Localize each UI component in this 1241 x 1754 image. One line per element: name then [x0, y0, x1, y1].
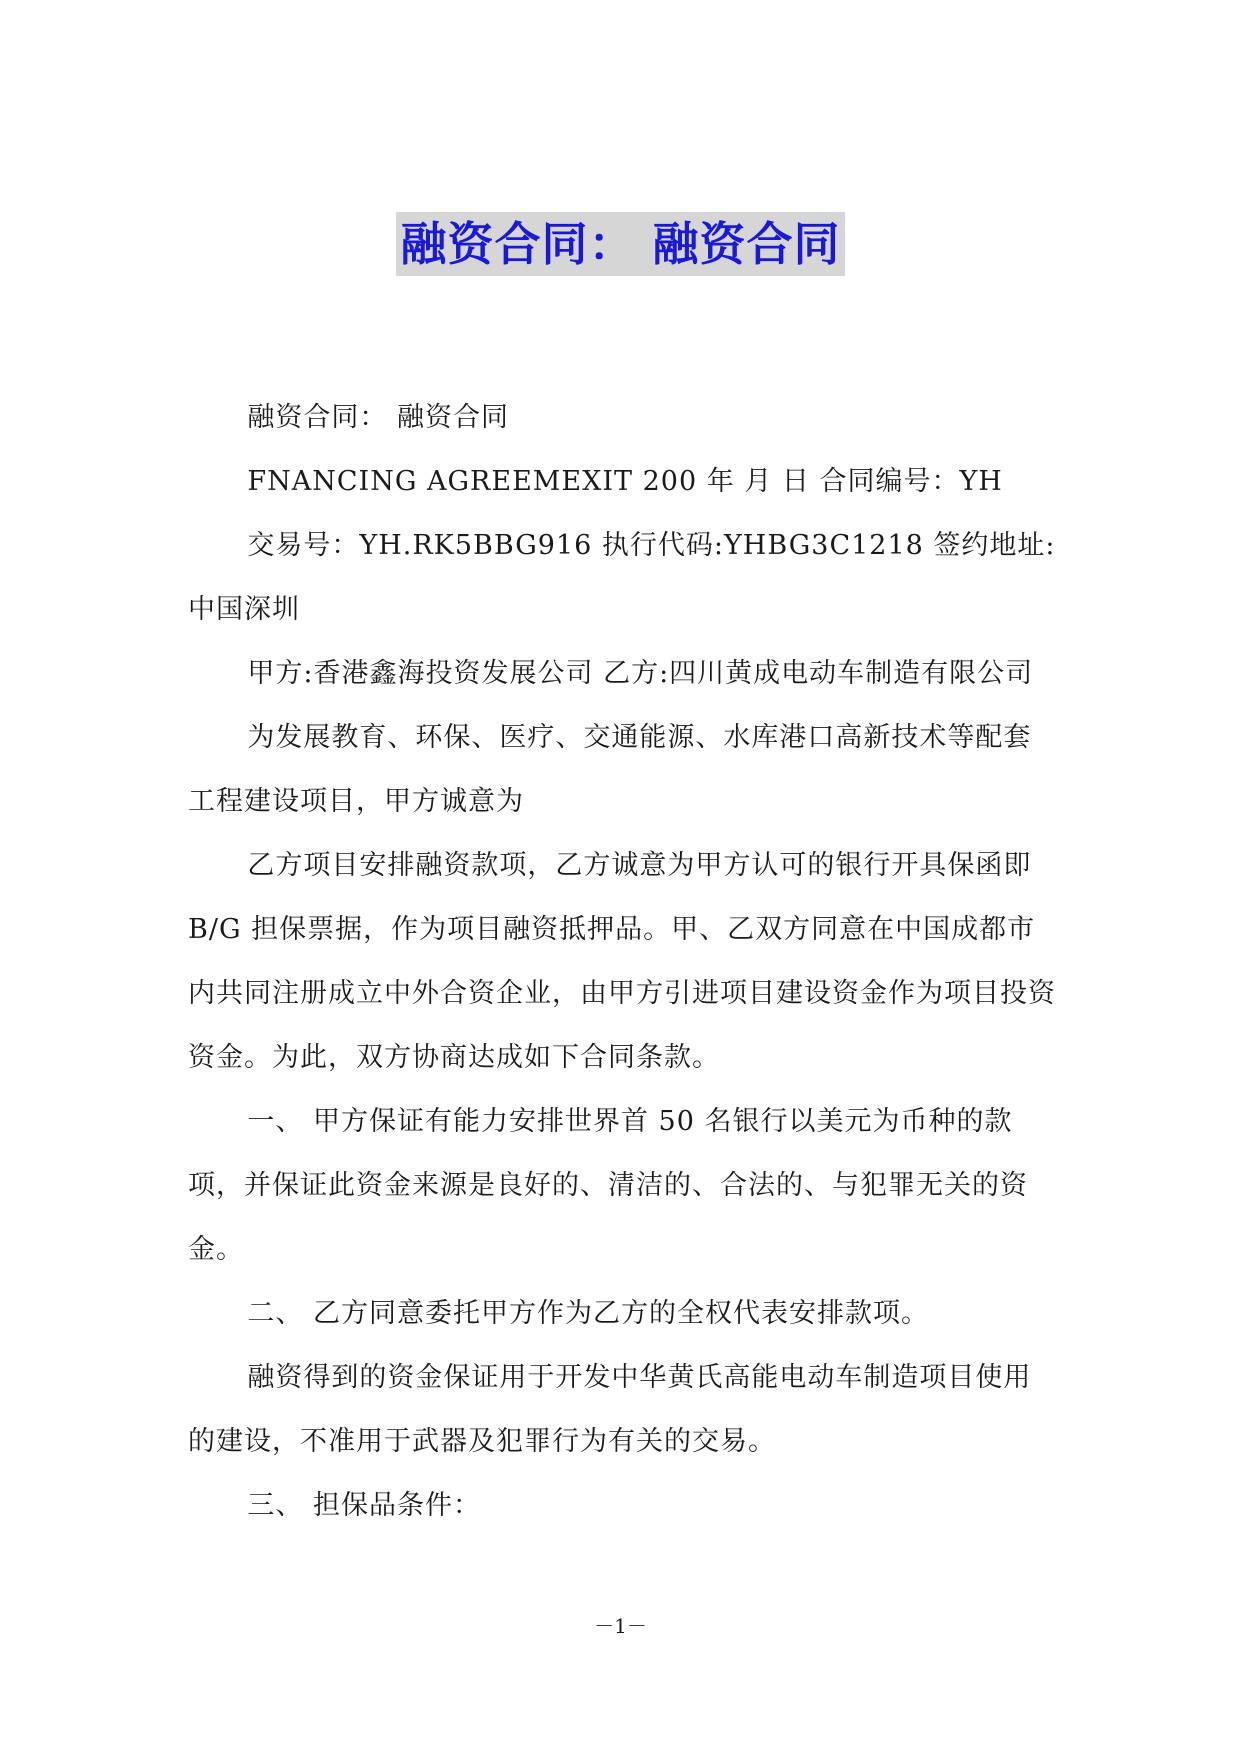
- paragraph-agreement-number: FNANCING AGREEMEXIT 200 年 月 日 合同编号：YH: [247, 466, 1003, 497]
- paragraph-heading: 融资合同： 融资合同: [247, 402, 509, 433]
- paragraph-fund-usage: 融资得到的资金保证用于开发中华黄氏高能电动车制造项目使用的建设，不准用于武器及犯罪行为有关的交易。: [188, 1362, 1032, 1457]
- document-body: [188, 386, 1058, 1538]
- title-container: [0, 212, 1241, 276]
- document-title: 融资合同： 融资合同: [396, 212, 844, 276]
- paragraph-parties: 甲方:香港鑫海投资发展公司 乙方:四川黄成电动车制造有限公司: [247, 658, 1034, 689]
- paragraph-purpose: 为发展教育、环保、医疗、交通能源、水库港口高新技术等配套工程建设项目，甲方诚意为: [188, 722, 1032, 817]
- paragraph-clause-1: 一、 甲方保证有能力安排世界首 50 名银行以美元为币种的款项，并保证此资金来源是良好的、清洁的、合法的、与犯罪无关的资金。: [188, 1106, 1028, 1265]
- paragraph-arrangement: 乙方项目安排融资款项，乙方诚意为甲方认可的银行开具保函即 B/G 担保票据，作为项目融资抵押品。甲、乙双方同意在中国成都市内共同注册成立中外合资企业，由甲方引进项目建设资金作为项目投资资金。为此，双方协商达成如下合同条款。: [188, 850, 1056, 1073]
- page-number: －1－: [594, 1614, 647, 1638]
- paragraph-clause-2: 二、 乙方同意委托甲方作为乙方的全权代表安排款项。: [247, 1298, 929, 1329]
- paragraph-clause-3: 三、 担保品条件：: [247, 1490, 481, 1521]
- paragraph-transaction-info: 交易号：YH.RK5BBG916 执行代码:YHBG3C1218 签约地址:中国深圳: [188, 530, 1056, 625]
